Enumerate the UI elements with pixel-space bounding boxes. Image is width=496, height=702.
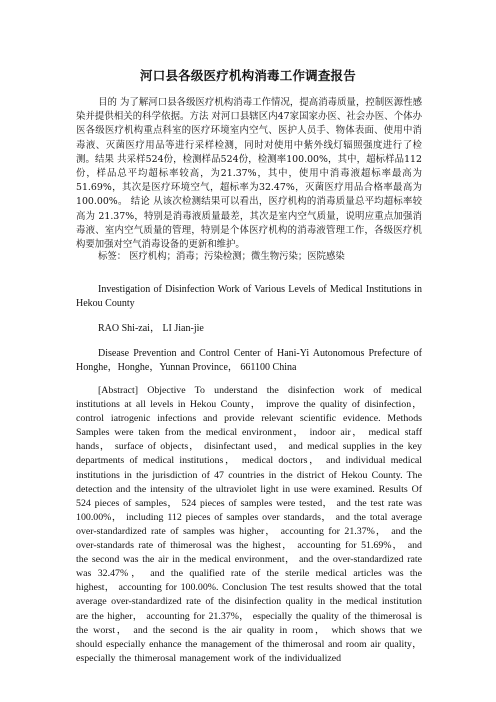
english-title: [76, 283, 422, 311]
authors: [76, 322, 422, 336]
chinese-keywords-text: 标签： 医疗机构；消毒；污染检测；微生物污染；医院感染: [98, 251, 345, 262]
affiliation-text: Disease Prevention and Control Center of Hani-Yi Autonomous Prefecture of Honghe，Honghe，Yunnan Province， 661100 China: [76, 348, 422, 373]
chinese-abstract-text: 目的 为了解河口县各级医疗机构消毒工作情况，提高消毒质量，控制医源性感染并提供相关的科学依据。方法 对河口县辖区内47家国家办医、社会办医、个体办医各级医疗机构重点科室的医疗环境室内空气、医护人员手、物体表面、使用中消毒液、灭菌医疗用品等进行采样检测，同时对使用中紫外线灯辐照强度进行了检测。结果 共采样524份，检测样品524份，检测率100.00%，其中，超标样品112份，样品总平均超标率较高，为21.37%，其中，使用中消毒液超标率最高为51.69%，其次是医疗环境空气，超标率为32.47%，灭菌医疗用品合格率最高为100.00%。 结论 从该次检测结果可以看出，医疗机构的消毒质量总平均超标率较高为 21.37%，特别是消毒液质量最差，其次是室内空气质量，说明应重点加强消毒液、室内空气质量的管理，特别是个体医疗机构的消毒液管理工作，各级医疗机构要加强对空气消毒设备的更新和维护。: [76, 97, 422, 251]
chinese-keywords: [76, 250, 422, 264]
english-title-text: Investigation of Disinfection Work of Various Levels of Medical Institutions in Hekou County: [76, 284, 422, 309]
english-abstract-text: [Abstract] Objective To understand the disinfection work of medical institutions at all levels in Hekou County， improve the quality of disinfection， control iatrogenic infections and provide relevant scientific evidence. Methods Samples were taken from the medical environment， indoor air， medical staff hands， surface of objects， disinfectant used， and medical supplies in the key departments of medical institutions， medical doctors， and individual medical institutions in the jurisdiction of 47 countries in the district of Hekou County. The detection and the intensity of the ultraviolet light in use were examined. Results Of 524 pieces of samples， 524 pieces of samples were tested， and the test rate was 100.00%， including 112 pieces of samples over standards， and the total average over-standardized rate of samples was higher， accounting for 21.37%， and the over-standards rate of thimerosal was the highest， accounting for 51.69%， and the second was the air in the medical environment， and the over-standardized rate was 32.47%， and the qualified rate of the sterile medical articles was the highest， accounting for 100.00%. Conclusion The test results showed that the total average over-standardized rate of the disinfection quality in the medical institution are the higher， accounting for 21.37%， especially the quality of the thimerosal is the worst， and the second is the air quality in room， which shows that we should especially enhance the management of the thimerosal and room air quality， especially the thimerosal management work of the individualized: [76, 385, 422, 664]
english-abstract: [76, 384, 422, 666]
paper-title: 河口县各级医疗机构消毒工作调查报告: [140, 68, 356, 83]
affiliation: [76, 347, 422, 375]
authors-text: RAO Shi-zai， LI Jian-jie: [98, 323, 204, 334]
chinese-abstract: [76, 96, 422, 252]
